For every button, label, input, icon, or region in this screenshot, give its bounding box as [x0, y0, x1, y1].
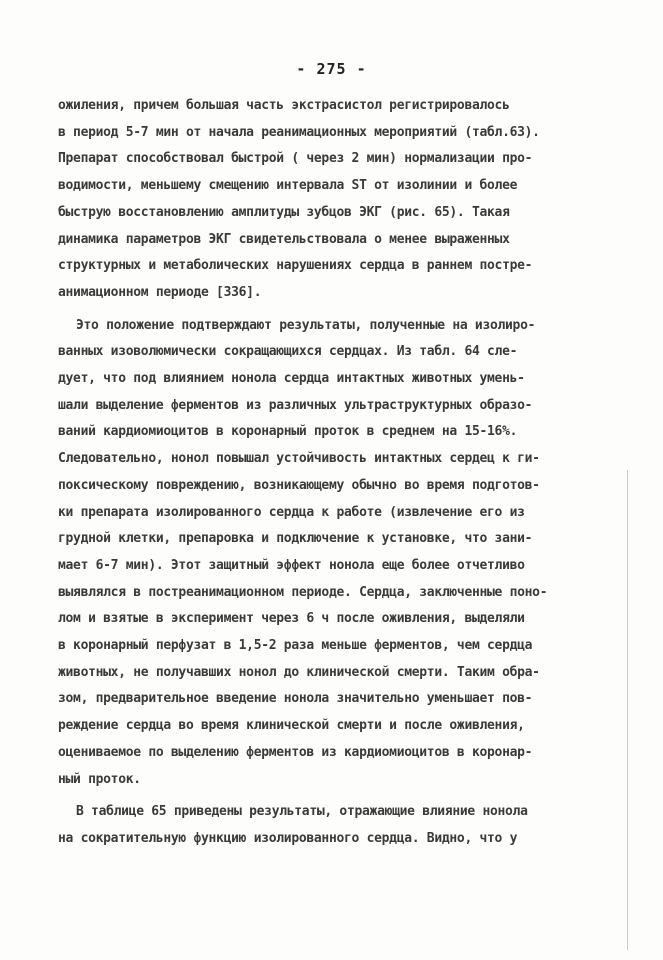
text-line: выявлялся в постреанимационном периоде. Сердца, заключенные поно- [58, 584, 548, 600]
text-line: оцениваемое по выделению ферментов из кардиомиоцитов в коронар- [58, 744, 533, 760]
scan-edge-mark [627, 470, 628, 950]
text-line: динамика параметров ЭКГ свидетельствовала о менее выраженных [58, 231, 510, 247]
text-line: в коронарный перфузат в 1,5-2 раза меньше ферментов, чем сердца [58, 638, 533, 654]
text-line: на сократительную функцию изолированного сердца. Видно, что у [58, 830, 518, 846]
text-line: лом и взятые в эксперимент через 6 ч после оживления, выделяли [58, 611, 525, 627]
text-line: Это положение подтверждают результаты, полученные на изолиро- [76, 317, 536, 333]
text-line: в период 5-7 мин от начала реанимационных мероприятий (табл.63). [58, 124, 540, 140]
paragraph [58, 93, 618, 307]
text-line: водимости, меньшему смещению интервала ST от изолинии и более [58, 178, 518, 194]
paragraph [58, 313, 618, 794]
text-line: реждение сердца во время клинической смерти и после оживления, [58, 718, 525, 734]
text-line: ванных изоволюмически сокращающихся сердцах. Из табл. 64 сле- [58, 344, 518, 360]
text-line: мает 6-7 мин). Этот защитный эффект нонола еще более отчетливо [58, 557, 525, 573]
text-line: ваний кардиомиоцитов в коронарный проток в среднем на 15-16%. [58, 424, 518, 440]
text-line: ки препарата изолированного сердца к работе (извлечение его из [58, 504, 525, 520]
text-line: грудной клетки, препаровка и подключение к установке, что зани- [58, 531, 533, 547]
text-line: анимационном периоде [336]. [58, 284, 262, 300]
text-line: поксическому повреждению, возникающему обычно во время подготов- [58, 477, 540, 493]
text-line: ный проток. [58, 771, 141, 787]
text-line: В таблице 65 приведены результаты, отражающие влияние нонола [76, 804, 528, 820]
paragraph [58, 799, 618, 852]
text-line: быструю восстановлению амплитуды зубцов ЭКГ (рис. 65). Такая [58, 204, 510, 220]
text-line: дует, что под влиянием нонола сердца интактных животных умень- [58, 371, 525, 387]
text-line: Препарат способствовал быстрой ( через 2 мин) нормализации про- [58, 151, 533, 167]
page-number: - 275 - [296, 60, 367, 78]
text-line: Следовательно, нонол повышал устойчивость интактных сердец к ги- [58, 451, 540, 467]
text-line: шали выделение ферментов из различных ультраструктурных образо- [58, 397, 533, 413]
text-line: структурных и метаболических нарушениях сердца в раннем постре- [58, 258, 533, 274]
text-line: зом, предварительное введение нонола значительно уменьшает пов- [58, 691, 533, 707]
text-line: животных, не получавших нонол до клинической смерти. Таким обра- [58, 664, 540, 680]
text-line: ожиления, причем большая часть экстрасистол регистрировалось [58, 98, 510, 113]
body-text [58, 93, 618, 859]
